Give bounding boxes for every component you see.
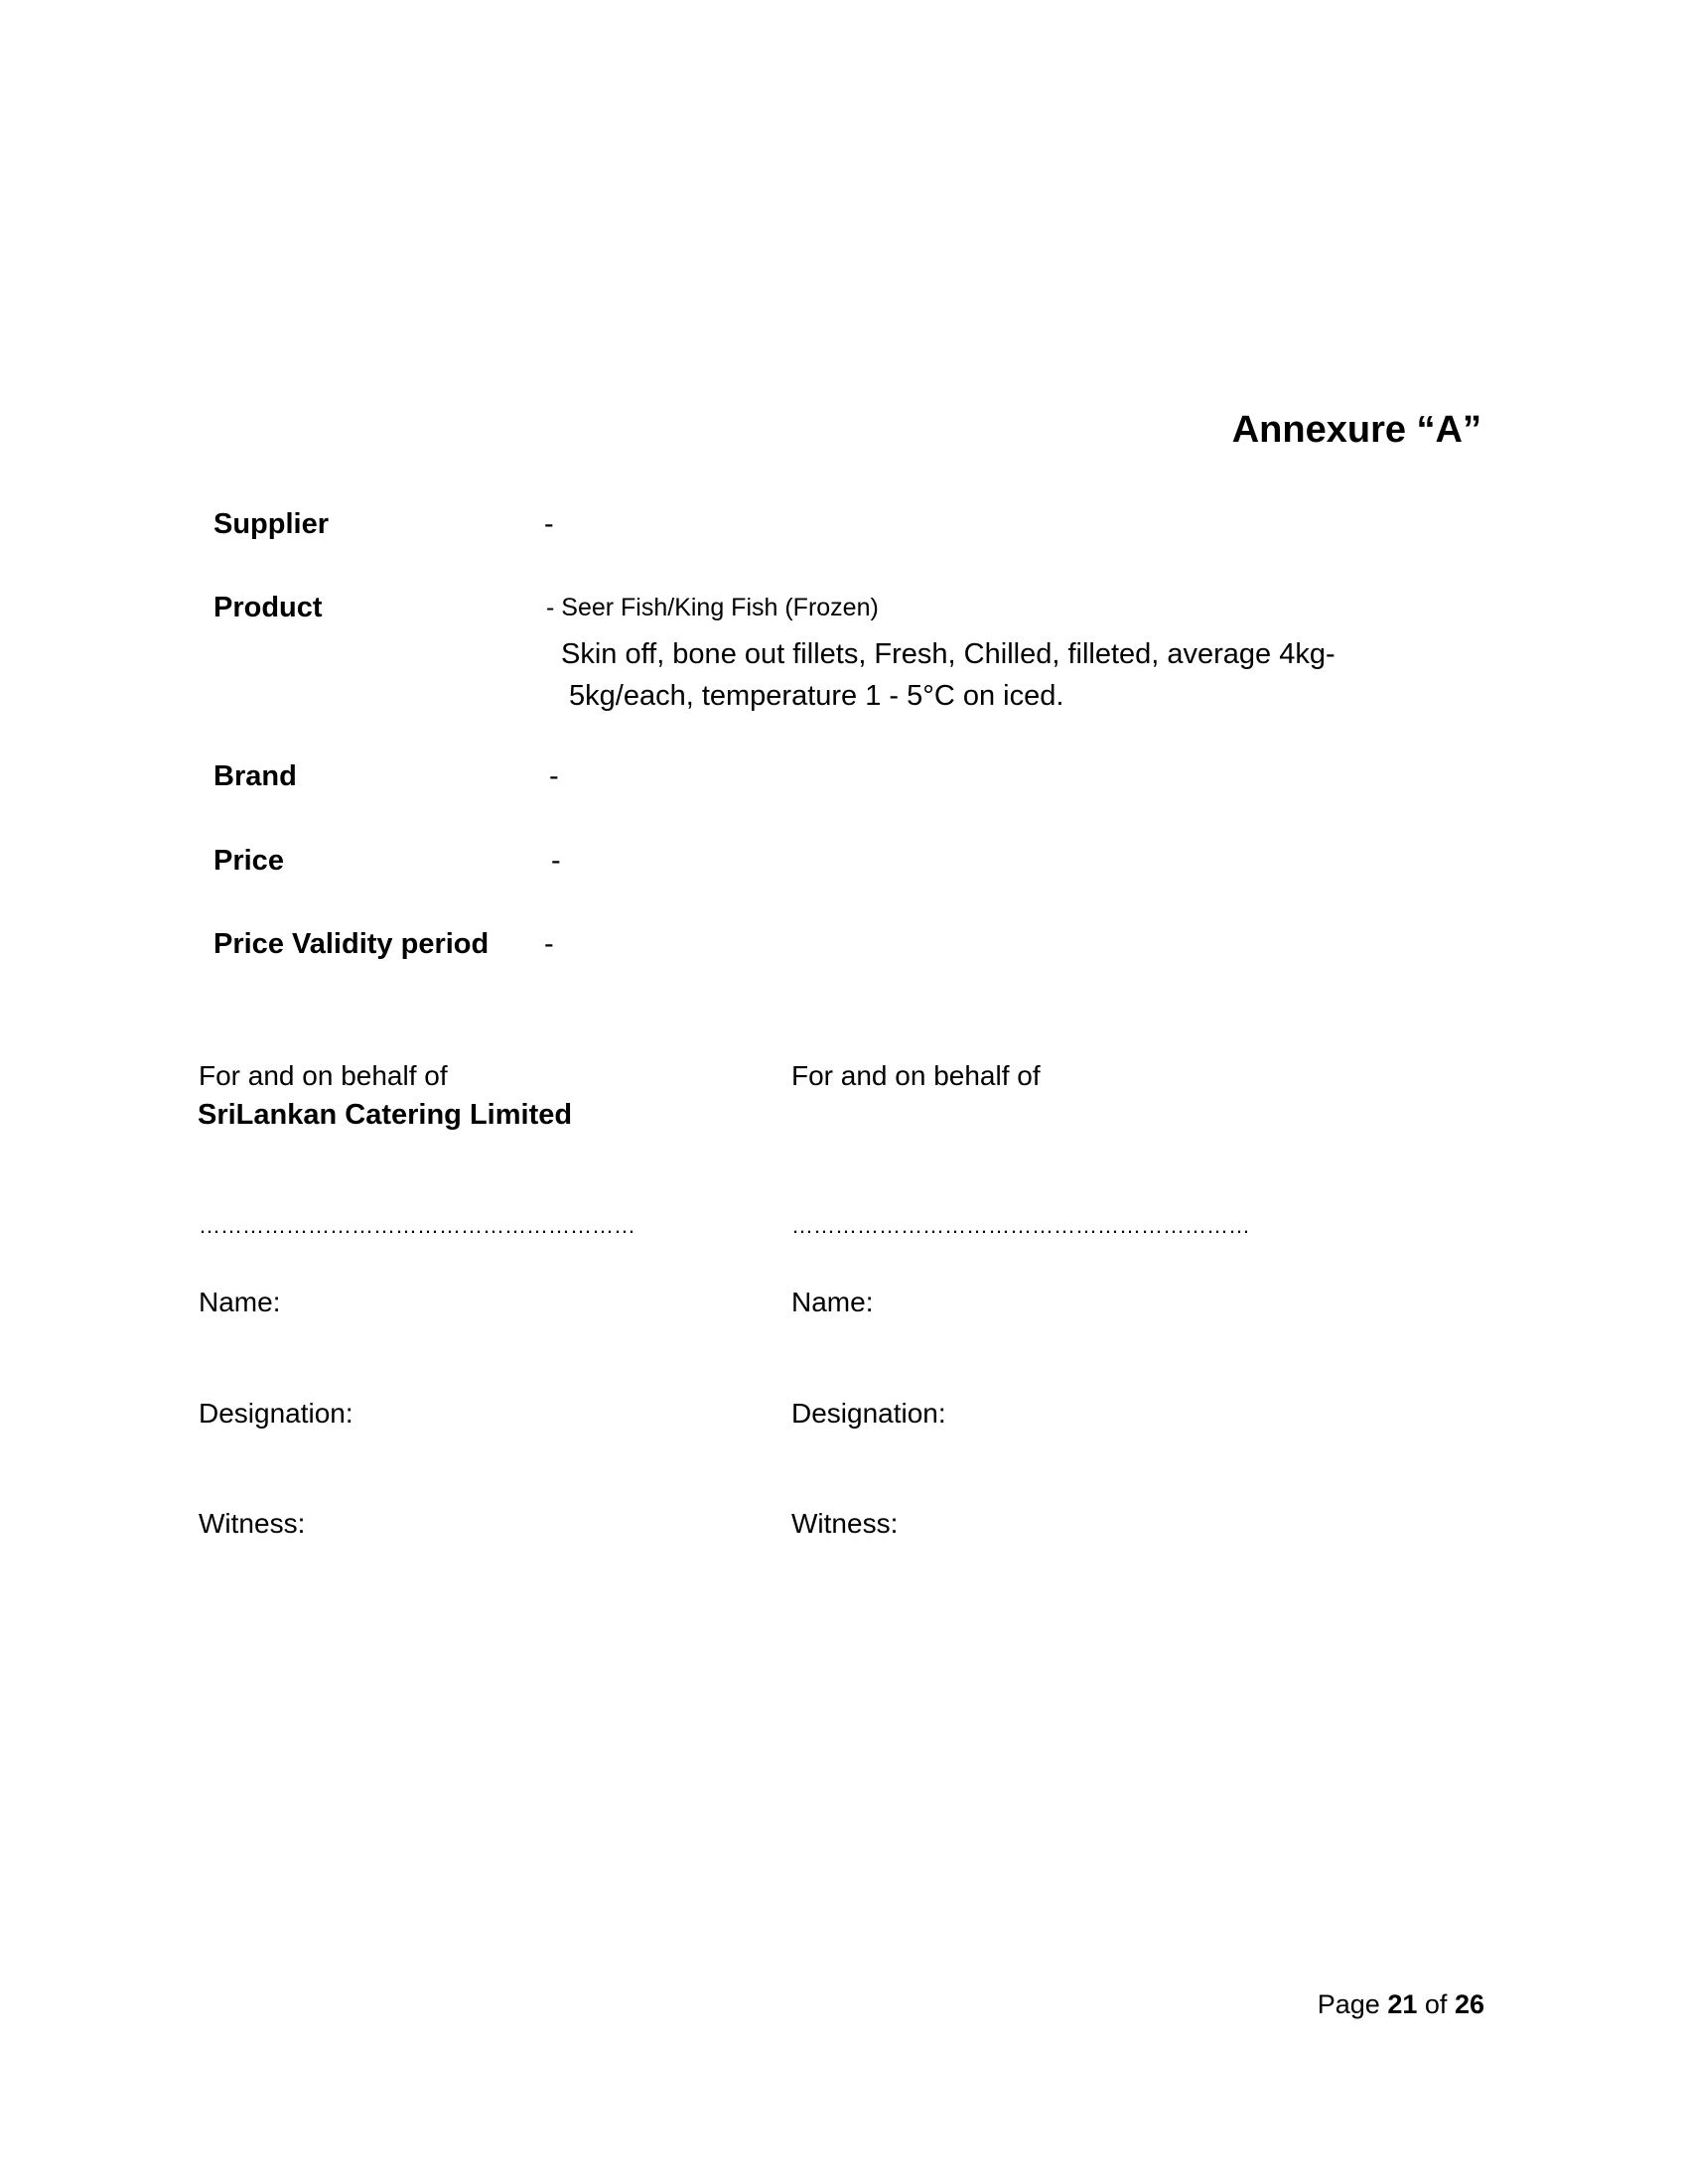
page-total: 26: [1454, 1989, 1484, 2019]
price-validity-value: -: [544, 928, 554, 960]
page-number: [1318, 1989, 1484, 2020]
left-designation-label: Designation:: [199, 1398, 353, 1429]
page-prefix: Page: [1317, 1989, 1380, 2019]
product-description-line-2: 5kg/each, temperature 1 - 5°C on iced.: [569, 680, 1064, 712]
right-behalf-text: For and on behalf of: [791, 1060, 1041, 1091]
price-validity-label: Price Validity period: [213, 928, 490, 960]
product-description: [561, 633, 1425, 717]
right-name-label: Name:: [791, 1287, 874, 1317]
page-current: 21: [1387, 1989, 1418, 2019]
left-company-name: SriLankan Catering Limited: [198, 1099, 573, 1131]
brand-label: Brand: [213, 760, 297, 792]
left-witness-label: Witness:: [199, 1508, 306, 1539]
product-value: - Seer Fish/King Fish (Frozen): [546, 594, 879, 621]
left-signature-line: ……………………………………………………: [199, 1213, 635, 1238]
left-name-label: Name:: [199, 1287, 281, 1317]
annexure-title: Annexure “A”: [1231, 409, 1481, 451]
right-signature-line: ………………………………………………………: [791, 1213, 1250, 1238]
brand-value: -: [549, 760, 559, 792]
supplier-label: Supplier: [213, 508, 330, 540]
price-label: Price: [213, 845, 284, 877]
page-of: of: [1424, 1989, 1448, 2019]
right-designation-label: Designation:: [791, 1398, 946, 1429]
supplier-value: -: [544, 508, 554, 540]
product-description-line-1: Skin off, bone out fillets, Fresh, Chilled, filleted, average 4kg-: [561, 638, 1336, 670]
left-behalf-text: For and on behalf of: [199, 1060, 448, 1091]
price-value: -: [551, 845, 561, 877]
right-witness-label: Witness:: [791, 1508, 899, 1539]
product-label: Product: [213, 592, 323, 623]
